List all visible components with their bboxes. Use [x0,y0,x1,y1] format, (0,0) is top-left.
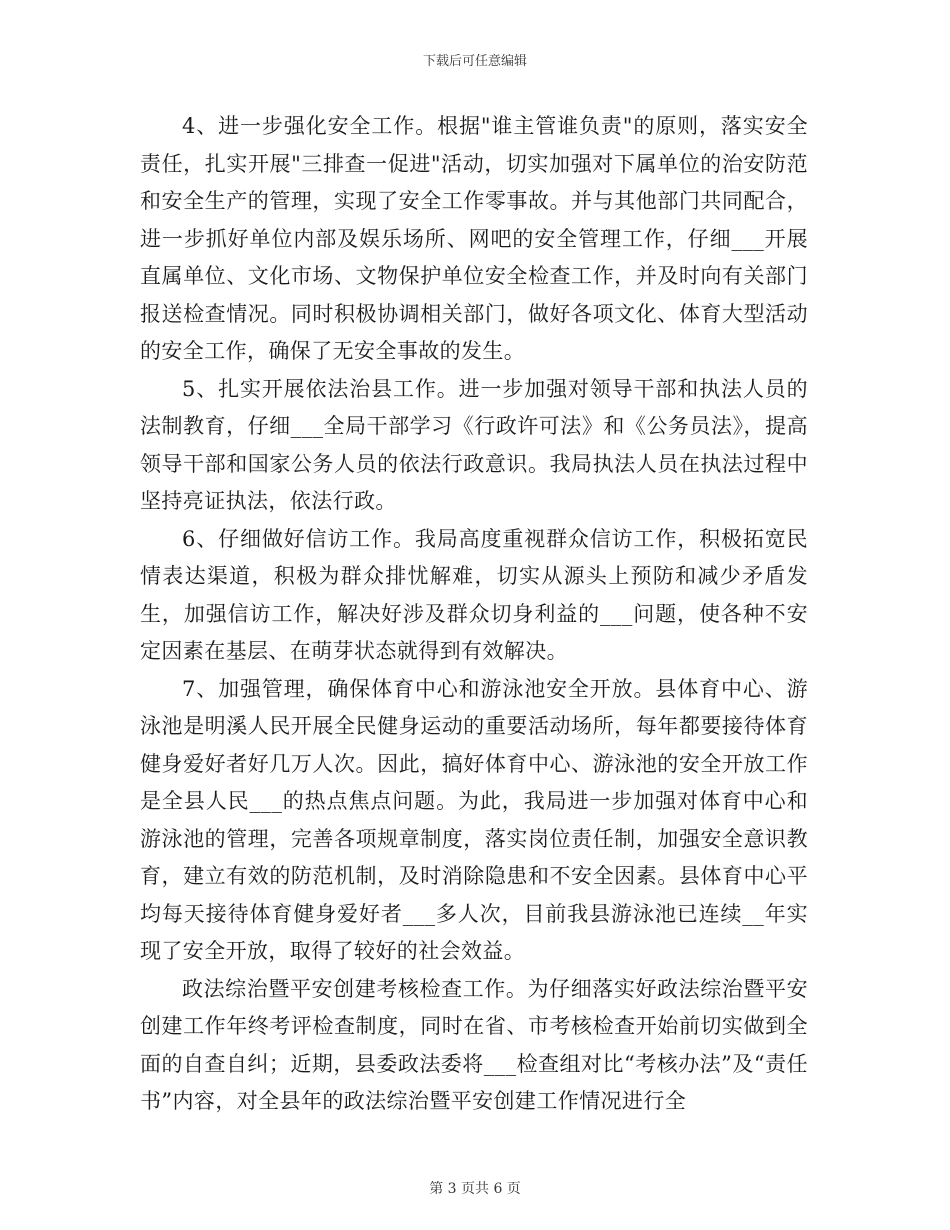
document-body [140,108,808,1121]
paragraph-inspection: 政法综治暨平安创建考核检查工作。为仔细落实好政法综治暨平安创建工作年终考评检查制度，同时在省、市考核检查开始前切实做到全面的自查自纠；近期，县委政法委将___检查组对比“考核办法”及“责任书”内容，对全县年的政法综治暨平安创建工作情况进行全 [140,976,808,1113]
paragraph-item-6: 6、仔细做好信访工作。我局高度重视群众信访工作，积极拓宽民情表达渠道，积极为群众排忧解难，切实从源头上预防和减少矛盾发生，加强信访工作，解决好涉及群众切身利益的___问题，使各种不安定因素在基层、在萌芽状态就得到有效解决。 [140,526,808,663]
page-header: 下载后可任意编辑 [422,54,527,69]
paragraph-item-4: 4、进一步强化安全工作。根据"谁主管谁负责"的原则，落实安全责任，扎实开展"三排查一促进"活动，切实加强对下属单位的治安防范和安全生产的管理，实现了安全工作零事故。并与其他部门共同配合，进一步抓好单位内部及娱乐场所、网吧的安全管理工作，仔细___开展直属单位、文化市场、文物保护单位安全检查工作，并及时向有关部门报送检查情况。同时积极协调相关部门，做好各项文化、体育大型活动的安全工作，确保了无安全事故的发生。 [140,114,808,363]
paragraph-item-5: 5、扎实开展依法治县工作。进一步加强对领导干部和执法人员的法制教育，仔细___全局干部学习《行政许可法》和《公务员法》，提高领导干部和国家公务人员的依法行政意识。我局执法人员在执法过程中坚持亮证执法，依法行政。 [140,376,808,513]
paragraph-item-7: 7、加强管理，确保体育中心和游泳池安全开放。县体育中心、游泳池是明溪人民开展全民健身运动的重要活动场所，每年都要接待体育健身爱好者好几万人次。因此，搞好体育中心、游泳池的安全开放工作是全县人民___的热点焦点问题。为此，我局进一步加强对体育中心和游泳池的管理，完善各项规章制度，落实岗位责任制，加强安全意识教育，建立有效的防范机制，及时消除隐患和不安全因素。县体育中心平均每天接待体育健身爱好者___多人次，目前我县游泳池已连续__年实现了安全开放，取得了较好的社会效益。 [140,676,808,963]
page-number-footer: 第 3 页共 6 页 [429,1181,521,1197]
